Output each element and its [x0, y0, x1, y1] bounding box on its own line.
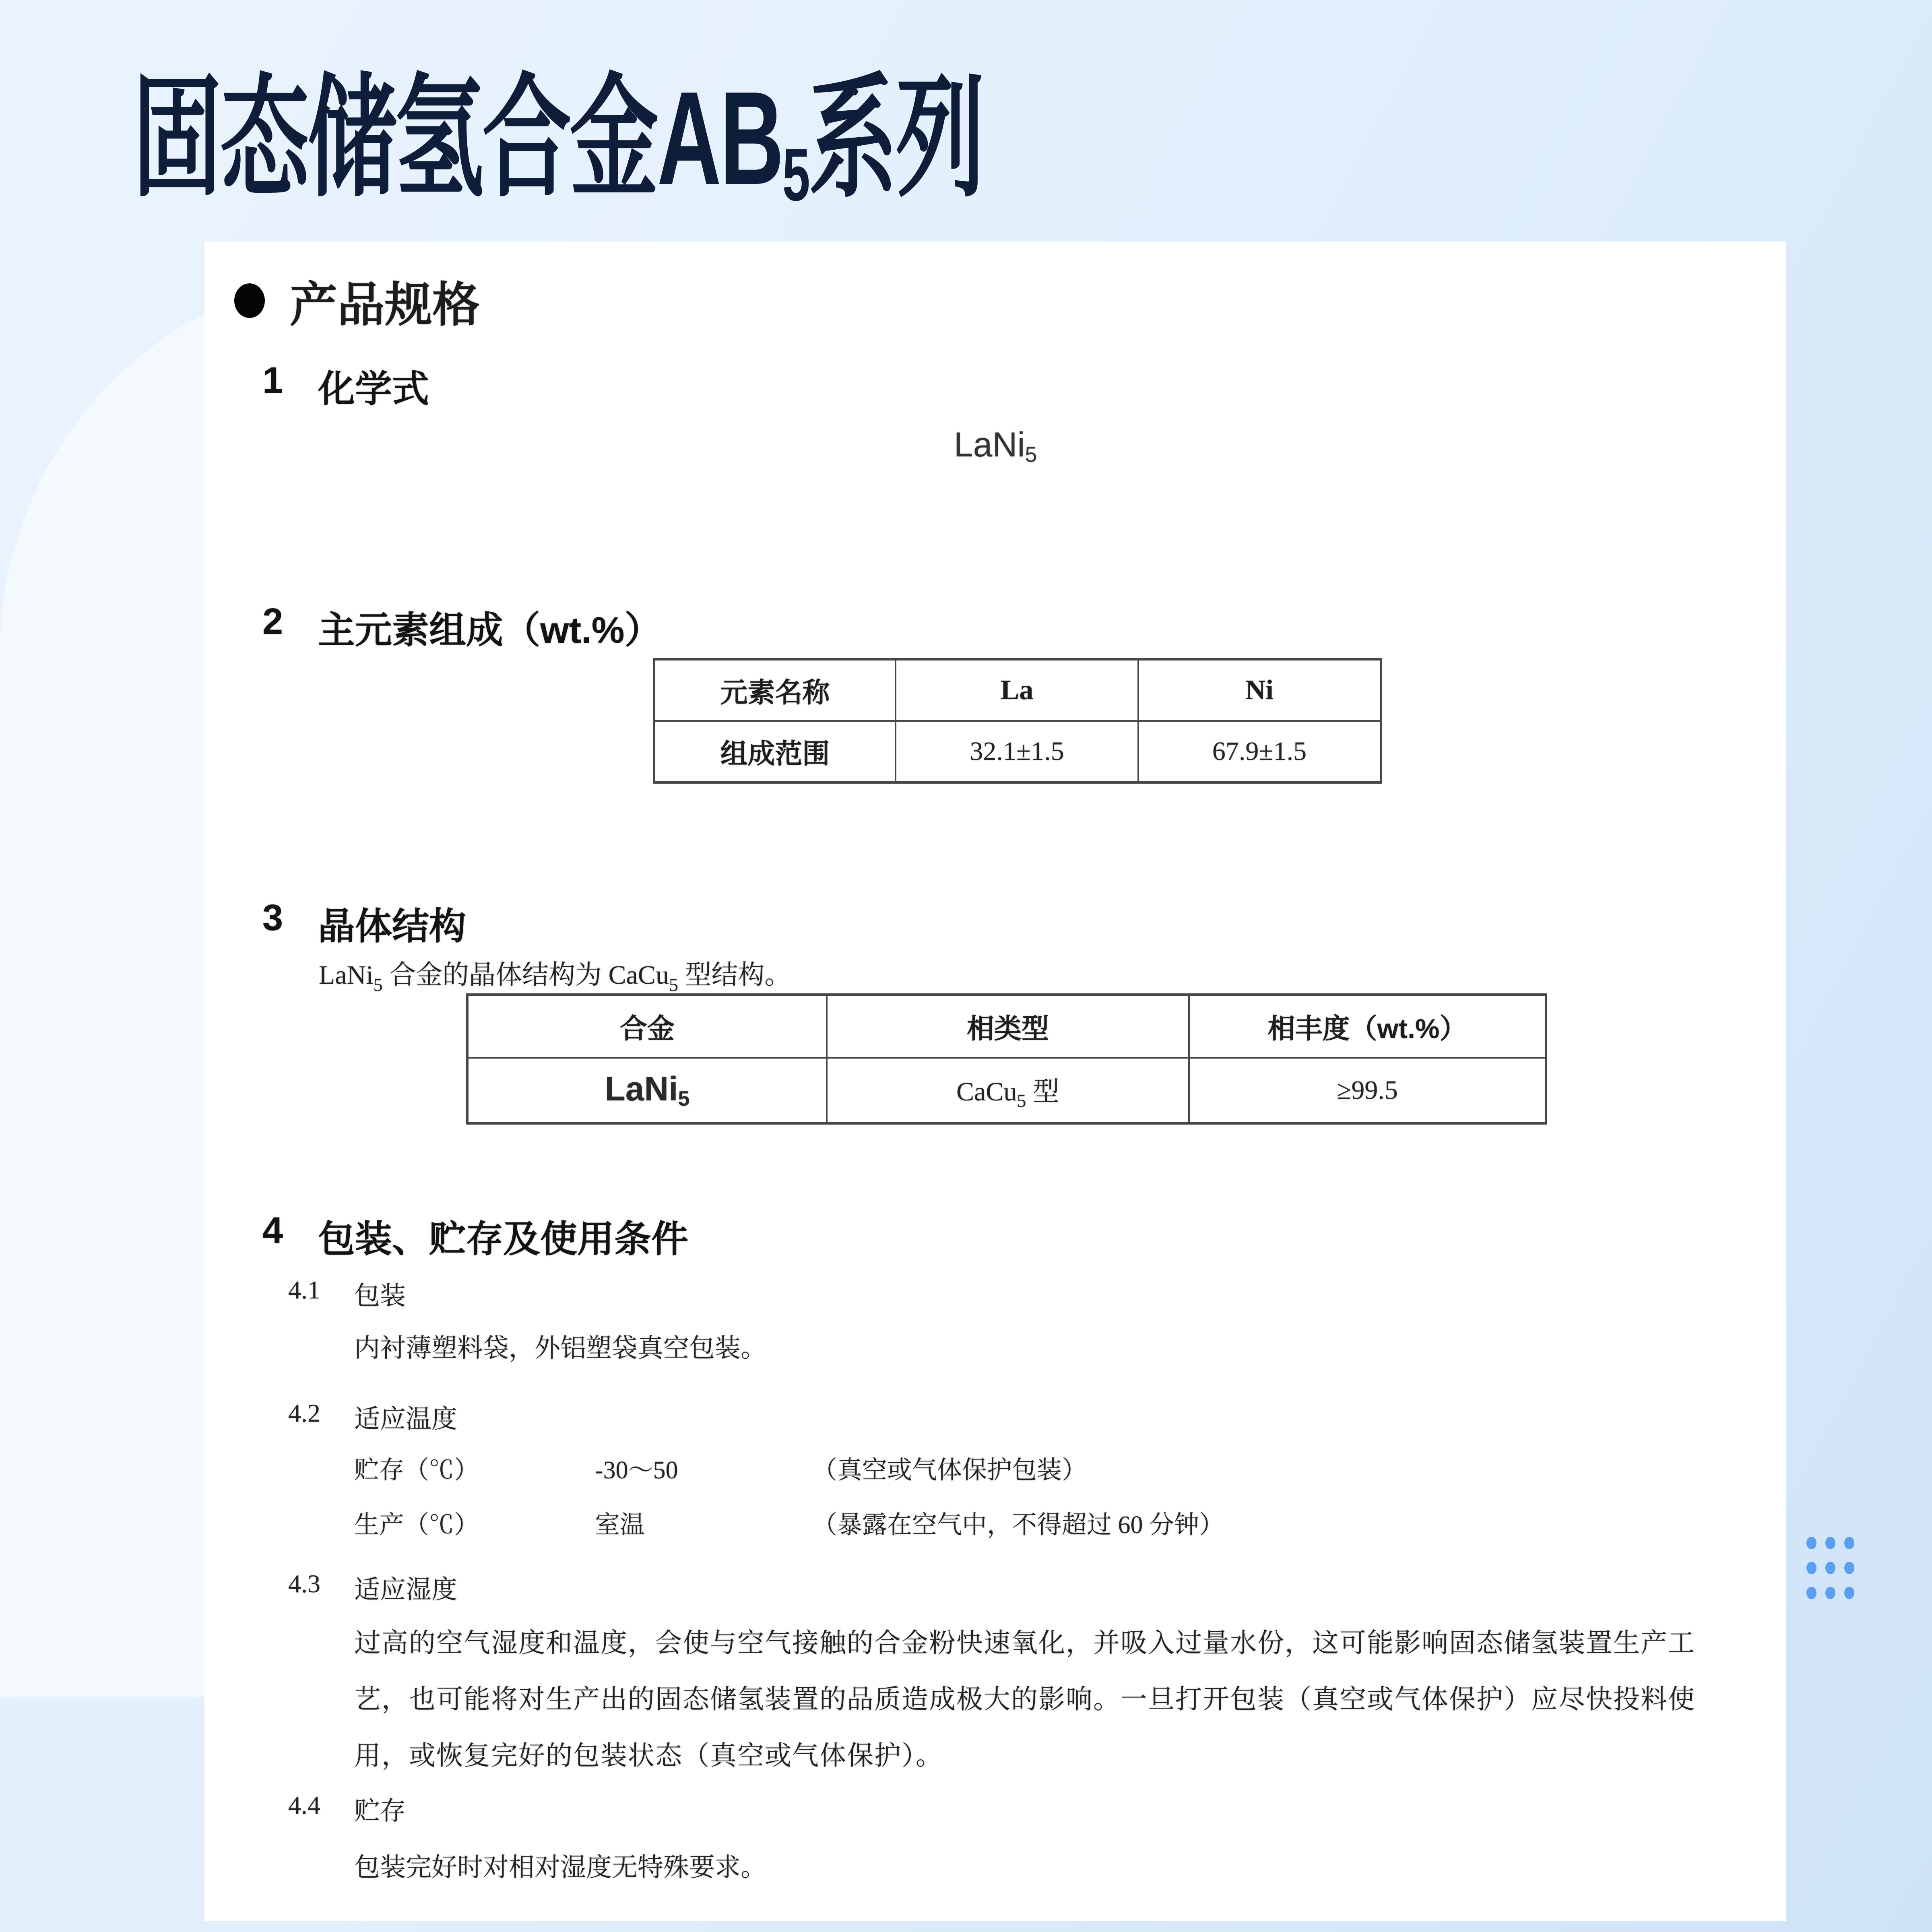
- phase-suffix: 型: [1026, 1077, 1059, 1106]
- phase-type-cell: [827, 1058, 1189, 1123]
- col-phase-abundance: 相丰度（wt.%）: [1189, 995, 1546, 1058]
- subsection-number: 4.4: [288, 1791, 320, 1819]
- subsection-label: 包装: [354, 1282, 406, 1310]
- subsection-label: 贮存: [354, 1797, 406, 1825]
- abundance-cell: ≥99.5: [1189, 1058, 1546, 1123]
- dot-icon: [1825, 1587, 1835, 1599]
- subsection-label: 适应温度: [354, 1405, 457, 1433]
- dot-icon: [1825, 1537, 1835, 1549]
- humidity-paragraph-line: 用，或恢复完好的包装状态（真空或气体保护）。: [354, 1741, 943, 1771]
- condition-note: （暴露在空气中，不得超过 60 分钟）: [812, 1511, 1224, 1539]
- la-value: 32.1±1.5: [896, 721, 1138, 782]
- heading-label: 晶体结构: [318, 906, 466, 947]
- formula-subscript: 5: [1025, 443, 1037, 467]
- heading-crystal-structure: [262, 897, 466, 950]
- heading-label: 化学式: [318, 369, 429, 410]
- table-header-row: [467, 995, 1546, 1058]
- temperature-row-production: [354, 1505, 1224, 1540]
- dot-icon: [1825, 1562, 1835, 1574]
- desc-part: 合金的晶体结构为 CaCu: [382, 960, 669, 990]
- condition-value: 室温: [595, 1511, 645, 1539]
- page-title: [133, 64, 983, 217]
- temperature-row-storage: [354, 1450, 1087, 1486]
- alloy-base: LaNi: [605, 1070, 678, 1108]
- condition-label: 贮存（℃）: [354, 1457, 479, 1484]
- phase-table: [466, 993, 1547, 1125]
- heading-number: 3: [262, 897, 283, 938]
- packaging-text: 内衬薄塑料袋，外铝塑袋真空包装。: [354, 1334, 766, 1362]
- page-title-text: 固态储氢合金AB: [133, 64, 782, 212]
- dot-icon: [1806, 1587, 1816, 1599]
- dot-icon: [1844, 1537, 1854, 1549]
- heading-element-composition: [262, 601, 662, 654]
- desc-subscript: 5: [373, 974, 383, 995]
- subsection-number: 4.3: [288, 1569, 320, 1598]
- heading-number: 1: [262, 360, 283, 401]
- bullet-icon: [234, 283, 265, 318]
- crystal-structure-description: [319, 953, 791, 995]
- chemical-formula: [204, 425, 1786, 467]
- section-product-spec: [234, 266, 480, 335]
- condition-note: （真空或气体保护包装）: [812, 1457, 1087, 1484]
- heading-label: 包装、贮存及使用条件: [318, 1219, 689, 1260]
- heading-chemical-formula: [262, 359, 429, 413]
- formula-base: LaNi: [954, 425, 1025, 464]
- subsection-label: 适应湿度: [354, 1575, 457, 1604]
- col-element-name: 元素名称: [654, 659, 896, 721]
- col-ni: Ni: [1138, 659, 1381, 721]
- subsection-packaging: [288, 1275, 406, 1312]
- heading-number: 4: [262, 1210, 283, 1251]
- subsection-temperature: [288, 1398, 457, 1435]
- alloy-subscript: 5: [678, 1087, 690, 1111]
- col-alloy: 合金: [467, 995, 827, 1058]
- decor-dots-grid: [1806, 1537, 1871, 1612]
- table-header-row: [654, 659, 1381, 721]
- col-la: La: [896, 659, 1138, 721]
- col-phase-type: 相类型: [827, 995, 1189, 1058]
- dot-icon: [1806, 1537, 1816, 1549]
- alloy-cell: [467, 1058, 827, 1123]
- ni-value: 67.9±1.5: [1138, 721, 1381, 782]
- desc-part: LaNi: [319, 960, 374, 990]
- subsection-humidity: [288, 1569, 457, 1606]
- product-spec-label: 产品规格: [290, 279, 480, 332]
- heading-packaging-storage: [262, 1210, 688, 1263]
- condition-label: 生产（℃）: [354, 1511, 479, 1539]
- desc-part: 型结构。: [678, 960, 791, 990]
- desc-subscript: 5: [669, 974, 678, 995]
- page-title-subscript: 5: [782, 133, 809, 217]
- page-title-suffix: 系列: [808, 64, 983, 212]
- heading-number: 2: [262, 601, 283, 642]
- humidity-paragraph-line: 艺，也可能将对生产出的固态储氢装置的品质造成极大的影响。一旦打开包装（真空或气体保护）应尽快投料使: [354, 1685, 1695, 1714]
- composition-table: [653, 658, 1382, 784]
- dot-icon: [1844, 1587, 1854, 1599]
- condition-value: -30～50: [595, 1457, 678, 1484]
- storage-text: 包装完好时对相对湿度无特殊要求。: [354, 1853, 766, 1882]
- subsection-number: 4.2: [288, 1399, 320, 1427]
- row-label-composition-range: 组成范围: [654, 721, 896, 782]
- dot-icon: [1844, 1562, 1854, 1574]
- dot-icon: [1806, 1562, 1816, 1574]
- humidity-paragraph-line: 过高的空气湿度和温度，会使与空气接触的合金粉快速氧化，并吸入过量水份，这可能影响固态储氢装置生产工: [354, 1629, 1695, 1658]
- table-row: [467, 1058, 1546, 1123]
- phase-subscript: 5: [1017, 1090, 1026, 1111]
- heading-label: 主元素组成（wt.%）: [318, 610, 662, 651]
- phase-base: CaCu: [956, 1077, 1017, 1106]
- subsection-number: 4.1: [288, 1276, 320, 1304]
- subsection-storage: [288, 1790, 406, 1827]
- table-row: [654, 721, 1381, 782]
